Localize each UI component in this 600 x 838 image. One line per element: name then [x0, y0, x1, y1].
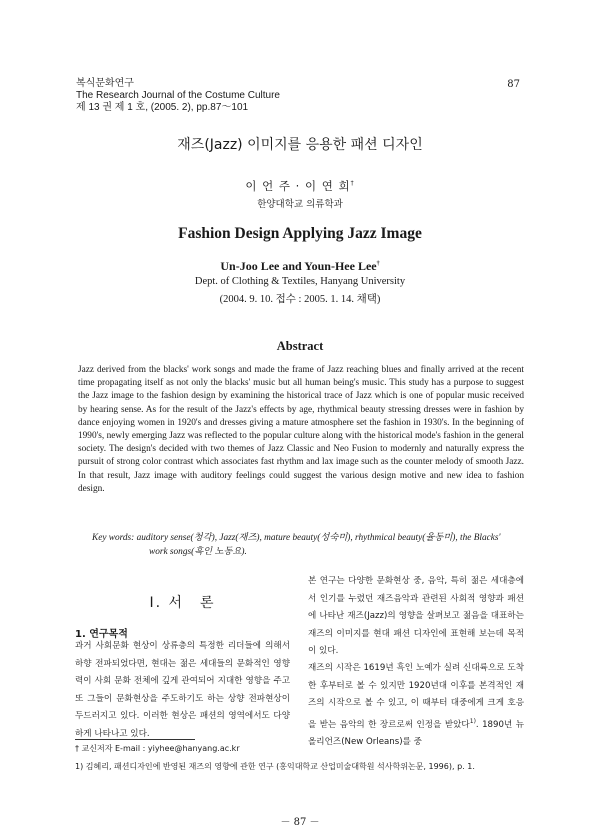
right-column-paragraph-2 [308, 660, 524, 751]
title-english: Fashion Design Applying Jazz Image [178, 225, 422, 242]
journal-name-korean: 복식문화연구 [76, 78, 134, 89]
affiliation-english: Dept. of Clothing & Textiles, Hanyang University [194, 276, 406, 287]
right-column-paragraph-1: 본 연구는 다양한 문화현상 중, 음악, 특히 젊은 세대층에서 인기를 누렸던 재즈음악과 관련된 사회적 영향과 패션에 나타난 재즈(Jazz)의 영향을 살펴보고 젊음을 대표하는 재즈의 이미지를 현대 패션 디자인에 표현해 보는데 목적이 있다. [308, 576, 524, 656]
section-heading: Ⅰ. 서 론 [149, 595, 216, 611]
journal-name-english: The Research Journal of the Costume Culture [76, 90, 280, 101]
keywords-line-1: Key words: auditory sense(청각), Jazz(재즈), mature beauty(성숙미), rhythmical beauty(율동미), the Blacks' [92, 533, 501, 543]
received-accepted-dates: (2004. 9. 10. 접수 : 2005. 1. 14. 채택) [219, 294, 381, 305]
right-paragraph-2-tail: . 1890년 뉴올리언즈(New Orleans)를 중 [308, 719, 524, 747]
authors-korean-names: 이 언 주 · 이 연 희 [245, 179, 351, 193]
keywords-line-2: work songs(흑인 노동요). [149, 546, 247, 557]
right-paragraph-2-text: 재즈의 시작은 1619년 흑인 노예가 실려 신대륙으로 도착한 후부터로 볼 수 있지만 1920년대 이후를 본격적인 재즈의 시작으로 볼 수 있고, 이 때부터 대중에게 크게 호응을 받는 음악의 한 장르로써 인정을 받았다 [308, 663, 524, 730]
authors-english [0, 259, 600, 274]
abstract-heading: Abstract [276, 339, 324, 353]
corresponding-mark-english: † [376, 261, 380, 267]
title-korean: 재즈(Jazz) 이미지를 응용한 패션 디자인 [177, 137, 423, 153]
footnote-corresponding: † 교신저자 E-mail : yiyhee@hanyang.ac.kr [75, 744, 240, 753]
affiliation-korean: 한양대학교 의류학과 [257, 199, 343, 210]
authors-english-names: Un-Joo Lee and Youn-Hee Lee [220, 259, 377, 273]
footnote-rule [75, 739, 195, 740]
page-number-bottom: － 87 － [280, 817, 320, 828]
corresponding-mark: † [350, 180, 355, 188]
keywords [92, 532, 524, 559]
subsection-heading: 1. 연구목적 [75, 629, 128, 640]
footnote-ref: 1) [469, 717, 476, 725]
footnote-1: 1) 김혜리, 패션디자인에 반영된 재즈의 영향에 관한 연구 (홍익대학교 산업미술대학원 석사학위논문, 1996), p. 1. [75, 762, 475, 771]
page-number-top: 87 [507, 79, 520, 90]
journal-volume: 제 13 권 제 1 호, (2005. 2), pp.87～101 [76, 102, 249, 113]
left-column-paragraph: 과거 사회문화 현상이 상류층의 특정한 리더들에 의해서 하향 전파되었다면, 현대는 젊은 세대들의 문화적인 영향력이 사회 문화 전체에 깊게 관여되어 지대한 영향을 주고 또 그들이 문화현상을 주도하기도 하는 상향 전파현상이 두드러지고 있다. 이러한 현상은 패션의 영역에서도 다양하게 나타나고 있다. [75, 641, 290, 739]
abstract-text: Jazz derived from the blacks' work songs and made the frame of Jazz reaching blues and finally arrived at the recent time propagating itself as not only the blacks' music but all human being's music. This study has a purpose to suggest the Jazz image to the fashion design by examining the historical trace of Jazz which is one of popular music received by hearing sense. As for the result of the Jazz's effects by age, rhythmical beauty stressing dresses were in fashion by dance enjoying women in 1920's and dresses giving a mature atmosphere set the fashion in 1930's. In the beginning of 1990's, newly emerging Jazz was reflected to the popular culture along with the historical mode's fashion in the general society. The design's decided with two themes of Jazz Classic and Neo Fusion to modernly and naturally express the pursuit of strong color contrast which associates fast rhythm and lax image such as the counter melody of smooth Jazz. In that result, Jazz image with auditory feelings could suggest the various design motive and new idea to fashion design. [78, 365, 524, 494]
authors-korean [0, 178, 600, 194]
